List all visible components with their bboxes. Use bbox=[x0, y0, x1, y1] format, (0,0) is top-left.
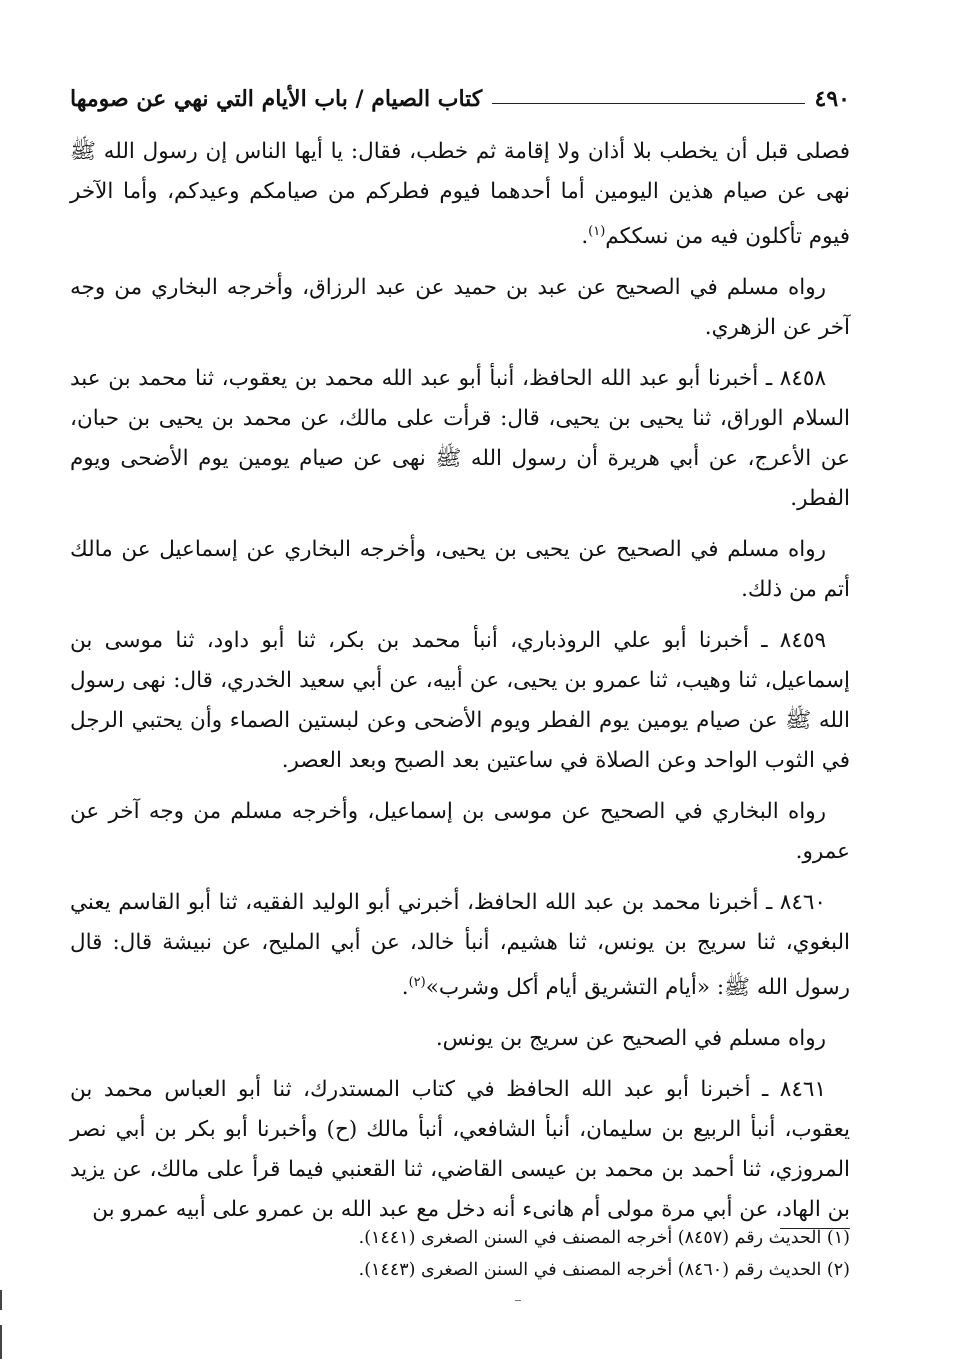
paragraph: رواه مسلم في الصحيح عن سريج بن يونس. bbox=[435, 1026, 826, 1052]
hadith-paragraph: ٨٤٦١ ـ أخبرنا أبو عبد الله الحافظ في كتاب المستدرك، ثنا أبو العباس محمد بن يعقوب، أنبأ الربيع بن سليمان، أنبأ الشافعي، أنبأ مالك (ح) وأخبرنا أبو بكر بن أبي نصر المروزي، ثنا أحمد بن محمد بن عيسى القاضي، ثنا القعنبي فيما قرأ على مالك، عن يزيد بن الهاد، عن أبي مرة مولى أم هانىء أنه دخل مع عبد الله بن عمرو على أبيه عمرو بن bbox=[70, 1077, 850, 1223]
footnote-ref[interactable]: (١) bbox=[588, 224, 606, 239]
hadith-number: ٨٤٦٠ bbox=[779, 890, 826, 916]
hadith-number: ٨٤٥٩ bbox=[779, 628, 826, 654]
page-number: ٤٩٠ bbox=[814, 86, 850, 112]
paragraph: فصلى قبل أن يخطب بلا أذان ولا إقامة ثم خطب، فقال: يا أيها الناس إن رسول الله ﷺ نهى عن صيام هذين اليومين أما أحدهما فيوم فطركم من صيامكم وعيدكم، وأما الآخر فيوم تأكلون فيه من نسككم$^{(١)}$. bbox=[70, 139, 850, 250]
header-rule bbox=[492, 103, 804, 104]
paragraph: رواه البخاري في الصحيح عن موسى بن إسماعيل، وأخرجه مسلم من وجه آخر عن عمرو. bbox=[70, 799, 850, 865]
paragraph: رواه مسلم في الصحيح عن عبد بن حميد عن عبد الرزاق، وأخرجه البخاري من وجه آخر عن الزهري. bbox=[70, 275, 850, 341]
footnote: (٢) الحديث رقم (٨٤٦٠) أخرجه المصنف في السنن الصغرى (١٤٤٣). bbox=[358, 1260, 850, 1280]
left-edge-mark bbox=[0, 1325, 2, 1359]
hadith-number: ٨٤٥٨ bbox=[779, 366, 826, 392]
footnote: (١) الحديث رقم (٨٤٥٧) أخرجه المصنف في السنن الصغرى (١٤٤١). bbox=[358, 1228, 850, 1248]
hadith-paragraph: ٨٤٥٩ ـ أخبرنا أبو علي الروذباري، أنبأ محمد بن بكر، ثنا أبو داود، ثنا موسى بن إسماعيل، ثنا وهيب، ثنا عمرو بن يحيى، عن أبيه، عن أبي سعيد الخدري، قال: نهى رسول الله ﷺ عن صيام يومين يوم الفطر ويوم الأضحى وعن لبستين الصماء وأن يحتبي الرجل في الثوب الواحد وعن الصلاة في ساعتين بعد الصبح وبعد العصر. bbox=[70, 628, 850, 774]
book-page bbox=[70, 0, 850, 1367]
page-header bbox=[70, 78, 850, 112]
hadith-number: ٨٤٦١ bbox=[779, 1077, 826, 1103]
hadith-paragraph: ٨٤٥٨ ـ أخبرنا أبو عبد الله الحافظ، أنبأ أبو عبد الله محمد بن يعقوب، ثنا محمد بن عبد السلام الوراق، ثنا يحيى بن يحيى، قال: قرأت على مالك، عن محمد بن يحيى بن حبان، عن الأعرج، عن أبي هريرة أن رسول الله ﷺ نهى عن صيام يومين يوم الأضحى ويوم الفطر. bbox=[70, 366, 850, 512]
footnote-ref[interactable]: (٢) bbox=[408, 975, 426, 991]
main-text bbox=[70, 132, 850, 1241]
paragraph: رواه مسلم في الصحيح عن يحيى بن يحيى، وأخرجه البخاري عن إسماعيل عن مالك أتم من ذلك. bbox=[70, 537, 850, 603]
left-edge-mark bbox=[0, 1290, 2, 1310]
scan-mark bbox=[515, 1300, 521, 1301]
running-title: كتاب الصيام / باب الأيام التي نهي عن صومها bbox=[70, 86, 483, 112]
footnotes bbox=[70, 1222, 850, 1286]
hadith-paragraph: ٨٤٦٠ ـ أخبرنا محمد بن عبد الله الحافظ، أخبرني أبو الوليد الفقيه، ثنا أبو القاسم يعني البغوي، ثنا سريج بن يونس، ثنا هشيم، أنبأ خالد، عن أبي المليح، عن نبيشة قال: قال رسول الله ﷺ: «أيام التشريق أيام أكل وشرب»$^{(٢)}$. bbox=[70, 890, 850, 1001]
